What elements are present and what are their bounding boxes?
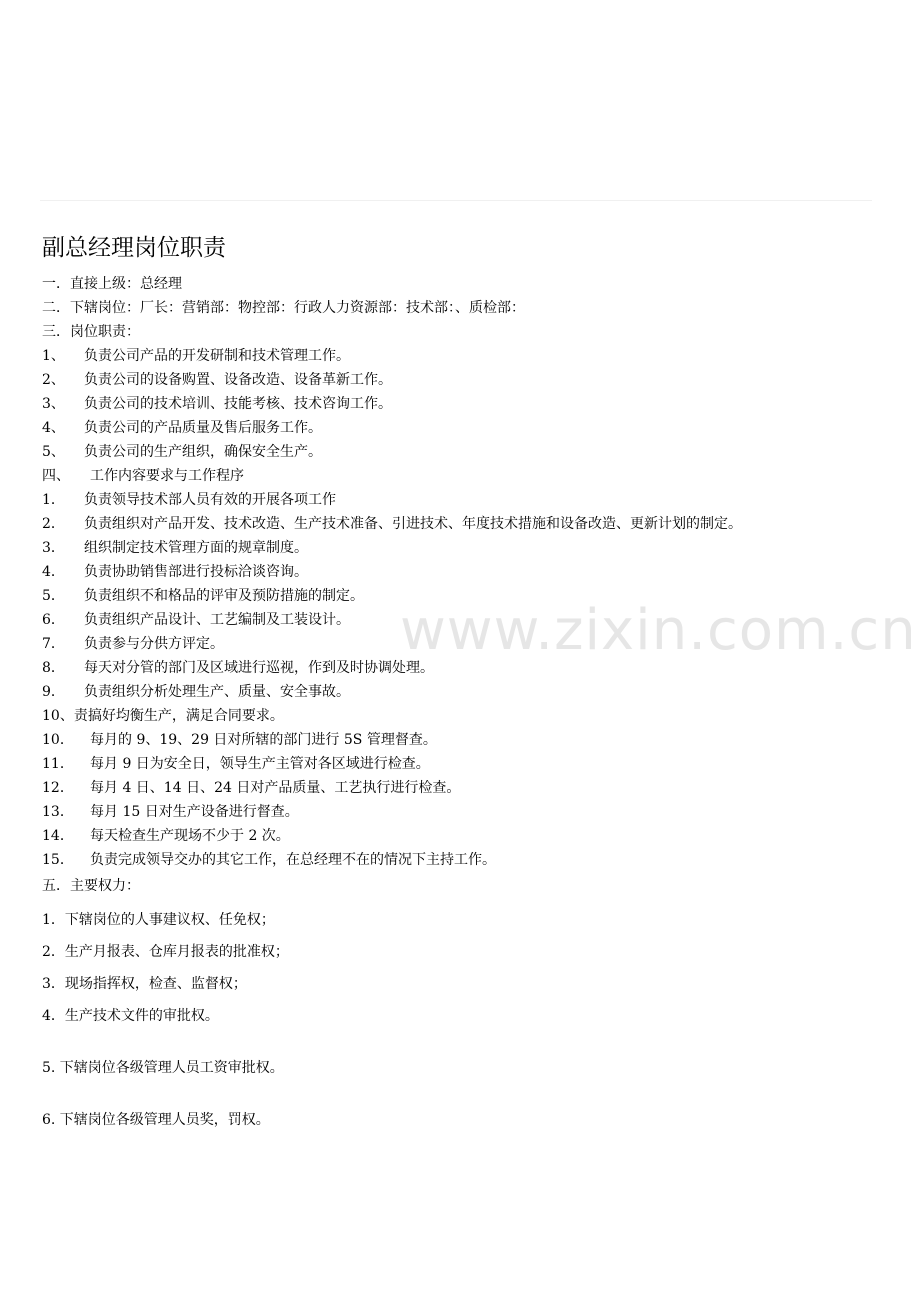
work-text: 负责协助销售部进行投标洽谈咨询。 [84,564,308,580]
power-item: 4．生产技术文件的审批权。 [42,1008,219,1024]
header-divider [40,200,872,201]
section-number: 四、 [42,468,70,484]
work-item [42,658,434,678]
work-number: 14． [42,828,74,844]
duty-text: 负责公司的设备购置、设备改造、设备革新工作。 [84,372,392,388]
duty-number: 1、 [42,348,65,364]
duty-text: 负责公司的技术培训、技能考核、技术咨询工作。 [84,396,392,412]
work-item [42,490,336,510]
work-item [42,730,437,750]
work-number: 12． [42,780,74,796]
work-text: 每月 9 日为安全日，领导生产主管对各区域进行检查。 [90,756,430,772]
work-text: 负责组织产品设计、工艺编制及工装设计。 [84,612,350,628]
work-number: 8． [42,660,65,676]
section-text: 工作内容要求与工作程序 [90,468,244,484]
duty-item [42,442,322,462]
work-item [42,802,299,822]
work-item [42,826,290,846]
responsibilities-heading: 三．岗位职责： [42,324,140,340]
duty-item [42,370,392,390]
direct-superior-line: 一．直接上级：总经理 [42,276,182,292]
work-item [42,706,284,726]
work-number: 15． [42,852,74,868]
work-text: 组织制定技术管理方面的规章制度。 [84,540,308,556]
work-number: 11． [42,756,74,772]
duty-text: 负责公司的生产组织，确保安全生产。 [84,444,322,460]
work-number: 5． [42,588,65,604]
work-text: 负责领导技术部人员有效的开展各项工作 [84,492,336,508]
work-number: 7． [42,636,65,652]
work-item [42,586,364,606]
work-number: 1． [42,492,65,508]
watermark: www.zixin.com.cn [400,598,917,663]
duty-number: 2、 [42,372,65,388]
work-text: 每月 4 日、14 日、24 日对产品质量、工艺执行进行检查。 [90,780,461,796]
powers-heading: 五．主要权力： [42,878,140,894]
work-number: 2． [42,516,65,532]
work-number: 6． [42,612,65,628]
work-text: 负责参与分供方评定。 [84,636,224,652]
work-number: 10、 [42,708,74,724]
work-text: 每月的 9、19、29 日对所辖的部门进行 5S 管理督查。 [90,732,437,748]
work-text: 每天检查生产现场不少于 2 次。 [90,828,290,844]
work-text: 责搞好均衡生产，满足合同要求。 [73,708,284,724]
work-text: 负责组织对产品开发、技术改造、生产技术准备、引进技术、年度技术措施和设备改造、更新计划的制定。 [84,516,742,532]
subordinate-positions-line: 二．下辖岗位：厂长：营销部：物控部：行政人力资源部：技术部：、质检部： [42,300,525,316]
work-number: 3． [42,540,65,556]
duty-number: 4、 [42,420,65,436]
work-text: 每天对分管的部门及区域进行巡视，作到及时协调处理。 [84,660,434,676]
duty-text: 负责公司的产品质量及售后服务工作。 [84,420,322,436]
work-item [42,850,496,870]
power-item: 2．生产月报表、仓库月报表的批准权； [42,944,289,960]
power-item: 1．下辖岗位的人事建议权、任免权； [42,912,275,928]
work-item [42,514,742,534]
work-text: 负责组织分析处理生产、质量、安全事故。 [84,684,350,700]
work-text: 负责组织不和格品的评审及预防措施的制定。 [84,588,364,604]
power-item: 5. 下辖岗位各级管理人员工资审批权。 [42,1060,284,1076]
work-text: 每月 15 日对生产设备进行督查。 [90,804,299,820]
duty-item [42,394,392,414]
work-item [42,610,350,630]
work-item [42,634,224,654]
power-item: 6. 下辖岗位各级管理人员奖，罚权。 [42,1112,270,1128]
work-number: 4． [42,564,65,580]
work-number: 10． [42,732,74,748]
work-item [42,778,460,798]
work-item [42,562,308,582]
duty-number: 5、 [42,444,65,460]
work-text: 负责完成领导交办的其它工作，在总经理不在的情况下主持工作。 [90,852,496,868]
work-item [42,538,308,558]
work-number: 9． [42,684,65,700]
page-title: 副总经理岗位职责 [42,235,226,261]
duty-item [42,418,322,438]
power-item: 3．现场指挥权，检查、监督权； [42,976,247,992]
work-item [42,754,430,774]
duty-number: 3、 [42,396,65,412]
work-item [42,682,350,702]
work-number: 13． [42,804,74,820]
work-procedure-heading [42,466,244,486]
duty-item [42,346,350,366]
duty-text: 负责公司产品的开发研制和技术管理工作。 [84,348,350,364]
